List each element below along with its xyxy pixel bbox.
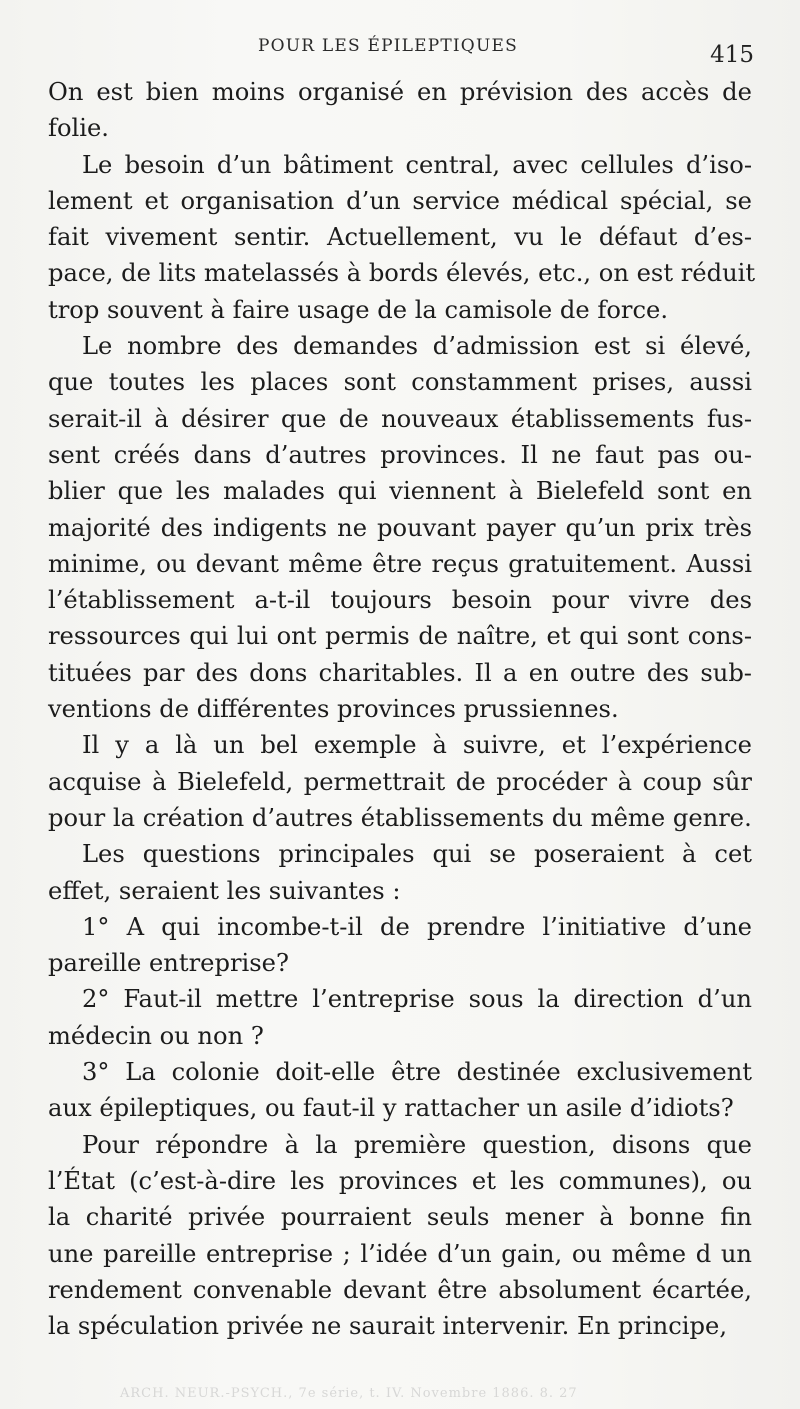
text-line: l’établissement a-t-il toujours besoin pour vivre des xyxy=(48,586,752,615)
paragraph xyxy=(48,74,752,147)
text-line: Le besoin d’un bâtiment central, avec cellules d’iso- xyxy=(82,150,752,179)
paragraph xyxy=(48,981,752,1054)
text-line: blier que les malades qui viennent à Bielefeld sont en xyxy=(48,477,752,506)
text-line: fait vivement sentir. Actuellement, vu le défaut d’es- xyxy=(48,223,752,252)
text-line: Il y a là un bel exemple à suivre, et l’expérience xyxy=(82,731,752,760)
paragraph xyxy=(48,909,752,982)
text-line: Le nombre des demandes d’admission est si élevé, xyxy=(82,332,752,361)
text-line: minime, ou devant même être reçus gratuitement. Aussi xyxy=(48,549,752,578)
paragraph xyxy=(48,328,752,727)
paragraph xyxy=(48,147,756,328)
text-line: majorité des indigents ne pouvant payer qu’un prix très xyxy=(48,513,752,542)
text-line: rendement convenable devant être absolument écartée, xyxy=(48,1275,752,1304)
text-line: que toutes les places sont constamment prises, aussi xyxy=(48,368,752,397)
page-header xyxy=(0,34,800,70)
paragraph xyxy=(48,836,752,909)
text-line: serait-il à désirer que de nouveaux établissements fus- xyxy=(48,404,752,433)
text-line: pareille entreprise? xyxy=(48,949,289,978)
paragraph xyxy=(48,1127,752,1345)
text-line: 2° Faut-il mettre l’entreprise sous la direction d’un xyxy=(82,985,752,1014)
text-line: 3° La colonie doit-elle être destinée exclusivement xyxy=(82,1058,752,1087)
footer-signature-line: ARCH. NEUR.-PSYCH., 7e série, t. IV. Novembre 1886. 8. 27 xyxy=(120,1386,578,1401)
text-line: On est bien moins organisé en prévision des accès de xyxy=(48,78,752,106)
text-line: ressources qui lui ont permis de naître, et qui sont cons- xyxy=(48,622,752,651)
text-line: effet, seraient les suivantes : xyxy=(48,876,401,905)
text-line: lement et organisation d’un service médical spécial, se xyxy=(48,186,752,215)
text-line: folie. xyxy=(48,114,109,143)
paragraph xyxy=(48,727,752,836)
running-title: POUR LES ÉPILEPTIQUES xyxy=(258,36,518,56)
page-number: 415 xyxy=(710,42,754,68)
text-line: sent créés dans d’autres provinces. Il ne faut pas ou- xyxy=(48,440,752,469)
text-line: Les questions principales qui se poseraient à cet xyxy=(82,840,752,869)
text-line: médecin ou non ? xyxy=(48,1021,264,1050)
paragraph xyxy=(48,1054,752,1127)
text-line: la charité privée pourraient seuls mener à bonne fin xyxy=(48,1203,752,1232)
text-line: ventions de différentes provinces prussiennes. xyxy=(48,695,619,724)
text-line: l’État (c’est-à-dire les provinces et les communes), ou xyxy=(48,1166,752,1195)
page-footer xyxy=(0,1386,800,1406)
text-line: la spéculation privée ne saurait intervenir. En principe, xyxy=(48,1312,728,1341)
text-line: acquise à Bielefeld, permettrait de procéder à coup sûr xyxy=(48,767,752,796)
body-text xyxy=(48,74,756,1344)
text-line: pace, de lits matelassés à bords élevés, etc., on est réduit xyxy=(48,259,756,288)
text-line: Pour répondre à la première question, disons que xyxy=(82,1130,752,1159)
text-line: 1° A qui incombe-t-il de prendre l’initiative d’une xyxy=(82,912,752,941)
text-line: aux épileptiques, ou faut-il y rattacher un asile d’idiots? xyxy=(48,1094,734,1123)
text-line: pour la création d’autres établissements du même genre. xyxy=(48,803,752,832)
text-line: trop souvent à faire usage de la camisole de force. xyxy=(48,295,669,324)
text-line: tituées par des dons charitables. Il a en outre des sub- xyxy=(48,658,752,687)
text-line: une pareille entreprise ; l’idée d’un gain, ou même d un xyxy=(48,1239,752,1268)
